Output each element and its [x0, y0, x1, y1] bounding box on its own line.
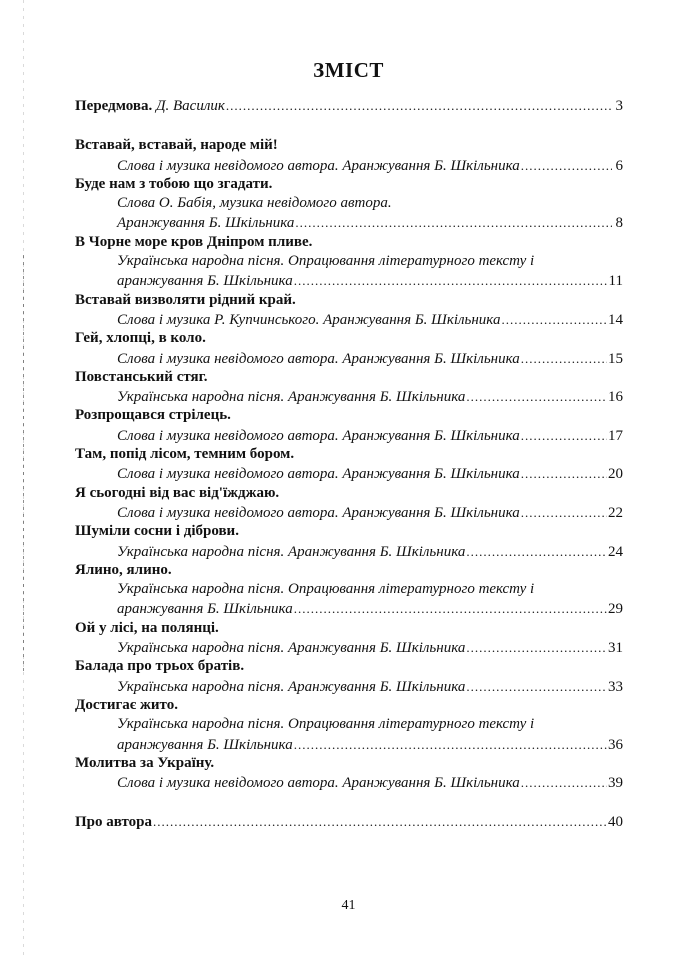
- credits-text: Українська народна пісня. Аранжування Б. Шкільника: [117, 543, 466, 560]
- toc-entry-title[interactable]: [75, 619, 623, 638]
- toc-entry-credits: [75, 426, 623, 445]
- toc-entry-credits: [75, 349, 623, 368]
- table-of-contents: [75, 96, 623, 832]
- credits-text: Слова і музика невідомого автора. Аранжування Б. Шкільника: [117, 466, 520, 483]
- toc-entry-credits: [75, 252, 623, 271]
- page-ref: 40: [608, 814, 623, 831]
- preface-label: Передмова.: [75, 98, 153, 114]
- dot-leader: [521, 503, 607, 522]
- song-title: Ой у лісі, на полянці.: [75, 619, 219, 636]
- page-ref: 6: [615, 157, 623, 174]
- dot-leader: [226, 96, 612, 115]
- toc-entry-credits: [75, 773, 623, 792]
- credits-text: Українська народна пісня. Опрацювання літературного тексту і: [117, 253, 535, 270]
- song-title: Шуміли сосни і діброви.: [75, 523, 239, 540]
- page-ref: 11: [608, 273, 623, 290]
- dot-leader: [521, 464, 607, 483]
- scan-margin-artifact-dark: [23, 255, 24, 675]
- page-ref: 14: [608, 311, 623, 328]
- toc-entry-credits: [75, 677, 623, 696]
- toc-entry-credits: [75, 580, 623, 599]
- page-title: ЗМІСТ: [313, 58, 384, 82]
- toc-entry-title[interactable]: [75, 233, 623, 252]
- dot-leader: [295, 213, 612, 232]
- toc-entry-title[interactable]: [75, 329, 623, 348]
- credits-text: Слова і музика невідомого автора. Аранжування Б. Шкільника: [117, 157, 520, 174]
- credits-text: Слова і музика невідомого автора. Аранжування Б. Шкільника: [117, 350, 520, 367]
- about-label: Про автора: [75, 814, 152, 831]
- song-title: Вставай, вставай, народе мій!: [75, 137, 278, 154]
- credits-text: Українська народна пісня. Опрацювання літературного тексту і: [117, 581, 535, 598]
- dot-leader: [294, 735, 607, 754]
- song-title: Молитва за Україну.: [75, 754, 215, 771]
- toc-entry-credits: [75, 464, 623, 483]
- song-title: Гей, хлопці, в коло.: [75, 330, 206, 347]
- spacer: [75, 115, 623, 136]
- dot-leader: [521, 156, 612, 175]
- dot-leader: [294, 599, 607, 618]
- toc-entry-title[interactable]: [75, 368, 623, 387]
- credits-text: Українська народна пісня. Аранжування Б. Шкільника: [117, 678, 466, 695]
- toc-entry-credits: [75, 638, 623, 657]
- song-title: Розпрощався стрілець.: [75, 407, 231, 424]
- page-ref: 33: [608, 678, 623, 695]
- credits-text: Українська народна пісня. Аранжування Б. Шкільника: [117, 640, 466, 657]
- credits-text: Українська народна пісня. Аранжування Б. Шкільника: [117, 389, 466, 406]
- song-title: Вставай визволяти рідний край.: [75, 291, 296, 308]
- song-title: Достигає жито.: [75, 696, 178, 713]
- credits-text: Аранжування Б. Шкільника: [117, 215, 295, 232]
- toc-entry-credits: [75, 156, 623, 175]
- toc-entry-title[interactable]: [75, 445, 623, 464]
- toc-entry-title[interactable]: [75, 561, 623, 580]
- credits-text: аранжування Б. Шкільника: [117, 273, 293, 290]
- dot-leader: [521, 426, 607, 445]
- page-ref: 3: [615, 98, 623, 114]
- page-ref: 22: [608, 504, 623, 521]
- song-title: Ялино, ялино.: [75, 561, 172, 578]
- dot-leader: [466, 638, 607, 657]
- toc-entry-title[interactable]: [75, 291, 623, 310]
- song-title: Балада про трьох братів.: [75, 658, 245, 675]
- toc-entry-credits: [75, 213, 623, 232]
- credits-text: Слова і музика невідомого автора. Аранжування Б. Шкільника: [117, 504, 520, 521]
- dot-leader: [521, 773, 607, 792]
- toc-entry-credits: [75, 599, 623, 618]
- dot-leader: [153, 812, 607, 831]
- toc-entry-title[interactable]: [75, 175, 623, 194]
- toc-entry-credits: [75, 310, 623, 329]
- preface-author: Д. Василик: [155, 98, 225, 114]
- page-ref: 31: [608, 640, 623, 657]
- song-title: Там, попід лісом, темним бором.: [75, 446, 295, 463]
- song-title: Повстанський стяг.: [75, 368, 208, 385]
- toc-entry-credits: [75, 503, 623, 522]
- page-ref: 39: [608, 775, 623, 792]
- page-ref: 17: [608, 427, 623, 444]
- toc-preface[interactable]: [75, 96, 623, 115]
- toc-entry-credits: [75, 271, 623, 290]
- toc-about-author[interactable]: [75, 812, 623, 831]
- credits-text: аранжування Б. Шкільника: [117, 736, 293, 753]
- song-title: В Чорне море кров Дніпром пливе.: [75, 233, 313, 250]
- credits-text: Слова О. Бабія, музика невідомого автора.: [117, 195, 392, 212]
- page-number: 41: [341, 898, 356, 913]
- toc-entry-title[interactable]: [75, 136, 623, 155]
- toc-entry-title[interactable]: [75, 657, 623, 676]
- toc-entry-title[interactable]: [75, 754, 623, 773]
- spacer: [75, 792, 623, 812]
- song-title: Я сьогодні від вас від'їжджаю.: [75, 484, 280, 501]
- dot-leader: [501, 310, 607, 329]
- dot-leader: [521, 349, 607, 368]
- credits-text: Слова і музика невідомого автора. Аранжування Б. Шкільника: [117, 775, 520, 792]
- page-ref: 36: [608, 736, 623, 753]
- page-ref: 15: [608, 350, 623, 367]
- dot-leader: [294, 271, 608, 290]
- toc-entry-title[interactable]: [75, 522, 623, 541]
- toc-entry-credits: [75, 194, 623, 213]
- page-ref: 24: [608, 543, 623, 560]
- dot-leader: [466, 542, 607, 561]
- page-ref: 8: [615, 215, 623, 232]
- toc-entry-credits: [75, 542, 623, 561]
- toc-entry-title[interactable]: [75, 696, 623, 715]
- song-title: Буде нам з тобою що згадати.: [75, 175, 273, 192]
- credits-text: Українська народна пісня. Опрацювання літературного тексту і: [117, 716, 535, 733]
- toc-entry-title[interactable]: [75, 484, 623, 503]
- toc-entry-credits: [75, 387, 623, 406]
- toc-entries: [75, 136, 623, 792]
- dot-leader: [466, 387, 607, 406]
- toc-entry-title[interactable]: [75, 406, 623, 425]
- credits-text: Слова і музика Р. Купчинського. Аранжування Б. Шкільника: [117, 311, 501, 328]
- toc-entry-credits: [75, 715, 623, 734]
- dot-leader: [466, 677, 607, 696]
- credits-text: Слова і музика невідомого автора. Аранжування Б. Шкільника: [117, 427, 520, 444]
- page-ref: 20: [608, 466, 623, 483]
- credits-text: аранжування Б. Шкільника: [117, 601, 293, 618]
- toc-entry-credits: [75, 735, 623, 754]
- page-ref: 16: [608, 389, 623, 406]
- page-ref: 29: [608, 601, 623, 618]
